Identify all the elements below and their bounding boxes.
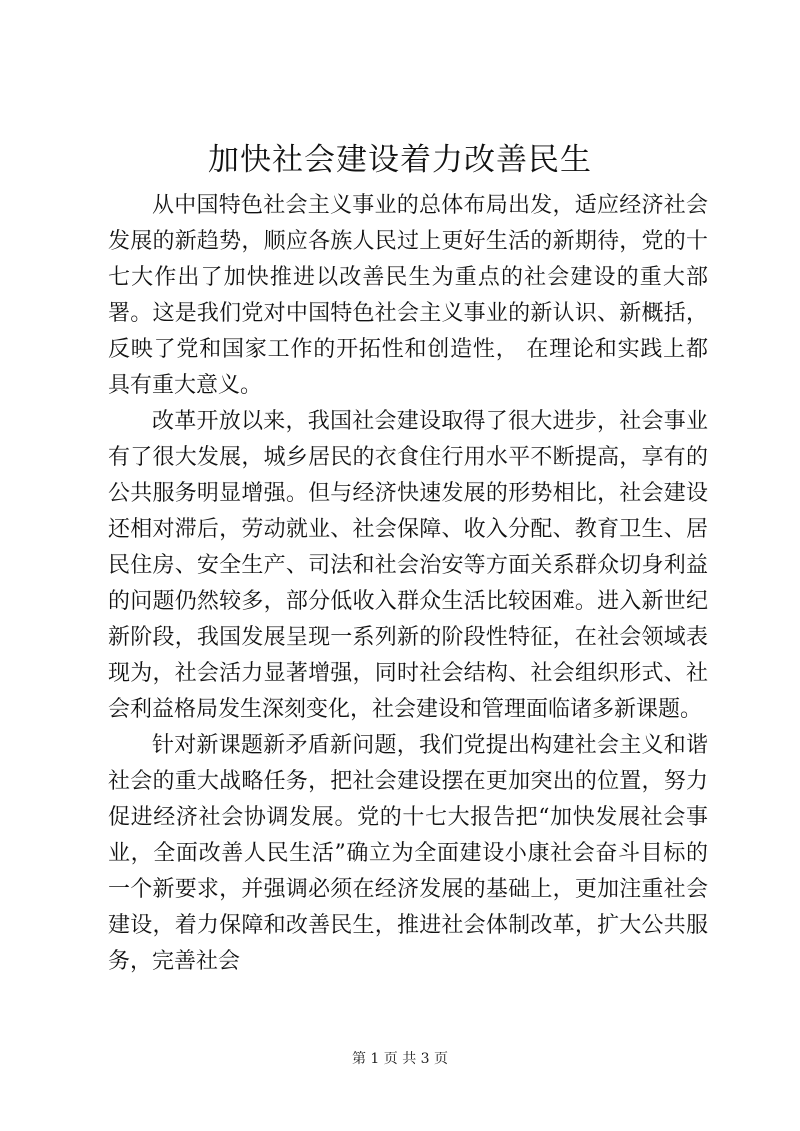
paragraph-1: 从中国特色社会主义事业的总体布局出发，适应经济社会发展的新趋势，顺应各族人民过上更好生活的新期待，党的十七大作出了加快推进以改善民生为重点的社会建设的重大部署。这是我们党对中国特色社会主义事业的新认识、新概括，反映了党和国家工作的开拓性和创造性， 在理论和实践上都具有重大意义。 [108, 193, 708, 398]
document-title: 加快社会建设着力改善民生 [208, 142, 592, 178]
document-body [108, 188, 708, 980]
paragraph-3: 针对新课题新矛盾新问题，我们党提出构建社会主义和谐社会的重大战略任务，把社会建设摆在更加突出的位置，努力促进经济社会协调发展。党的十七大报告把“加快发展社会事业，全面改善人民生活”确立为全面建设小康社会奋斗目标的一个新要求，并强调必须在经济发展的基础上，更加注重社会建设，着力保障和改善民生，推进社会体制改革，扩大公共服务，完善社会 [108, 733, 708, 974]
paragraph-2: 改革开放以来，我国社会建设取得了很大进步，社会事业有了很大发展，城乡居民的衣食住行用水平不断提高，享有的公共服务明显增强。但与经济快速发展的形势相比，社会建设还相对滞后，劳动就业、社会保障、收入分配、教育卫生、居民住房、安全生产、司法和社会治安等方面关系群众切身利益的问题仍然较多，部分低收入群众生活比较困难。进入新世纪新阶段，我国发展呈现一系列新的阶段性特征，在社会领域表现为，社会活力显著增强，同时社会结构、社会组织形式、社会利益格局发生深刻变化，社会建设和管理面临诸多新课题。 [108, 409, 708, 722]
page-number-footer: 第 1 页 共 3 页 [351, 1051, 449, 1067]
